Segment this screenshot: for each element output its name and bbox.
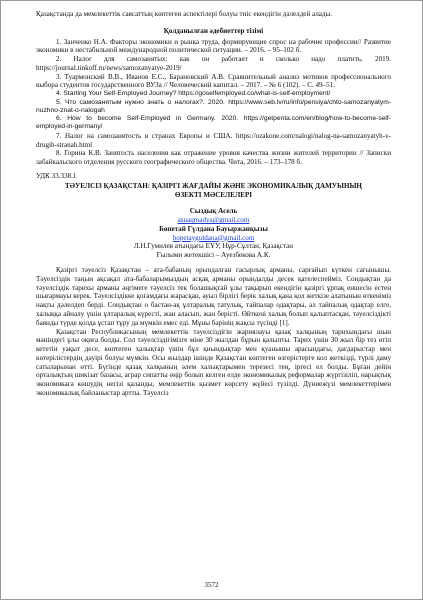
body-paragraph: Қазіргі тәуелсіз Қазақстан – ата-бабаның орындалған ғасырлық арманы, сарғайып күткен сағынышы. Тәуелсіздік таңын ақсақал ата-бабаларымыздың асқақ арманы орындалды десек қателеспейміз. Сондықтан да тәуелсіздік тарихы арманы әңгімеге тәуелсіз тек болашықтай ұлы тақырып екендігін қазіргі ұрпақ еншесін естен шығармауы керек. Тәуелсіздікке қоғамдағы жарасқан, ауыл бірлігі берік халық қана қол жеткізе алатынын өткеніміз нақты дәлелдеп берді. Сондықтан о бастан-ақ ұлтаралық татулық, тайпалар одақтары, ал тайпалық одақтар елге, халыққа айналу үшін ұлтаралық күресті, жан аласып, жан берісті. Өйткені халық болып қалыптасқан, тәуелсіздікті баянды түрде қолда ұстап тұру да мүмкін емес еді. Мұны бәрінің жақсы түсінді [1]. — [36, 266, 391, 327]
reference-item: 1. Занченко Н.А. Факторы экономики и рынка труда, формирующие спрос на рабочие профессии// Развитие экономики в нестабильной международной политической ситуации. – 2016. – 95–102 б. — [36, 37, 391, 55]
article-title: ТӘУЕЛСІЗ ҚАЗАҚСТАН: ҚАЗІРГІ ЖАҒДАЙЫ ЖӘНЕ ЭКОНОМИКАЛЫҚ ДАМУЫНЫҢ ӨЗЕКТІ МӘСЕЛЕЛЕРІ — [65, 181, 362, 199]
page-number: 3572 — [204, 581, 219, 589]
author-name: Сыздық Асель — [189, 207, 238, 216]
references-heading: Қолданылған әдебиеттер тізімі — [163, 26, 264, 35]
page-content — [36, 10, 391, 398]
author-email-link[interactable]: asuaqmadya@gmail.com — [177, 216, 250, 225]
reference-item: 2. Налог для самозанятых: как он работает и сколько надо платить. 2019. https://journal.tinkoff.ru/news/samozanyatye-2019/ — [36, 55, 391, 72]
udk-code: УДК 33.338.1 — [36, 171, 77, 180]
reference-item: 6. How to become Self-Employed in Germany. 2020. https://getpenta.com/en/blog/how-to-become-self-employed-in-germany/ — [36, 115, 391, 131]
reference-item: 4. Starting Your Self-Employed Journey? https://goselfemployed.co/what-is-self-employment/ — [56, 90, 331, 98]
affiliation: Л.Н.Гумилев атындағы ЕҰУ, Нұр-Сұлтан, Қазақстан — [133, 242, 294, 251]
references-list — [36, 38, 391, 167]
reference-item: 5. Что самозанятым нужно знать о налогах?. 2020. https://www.seb.lv/ru/info/pensiya/chto-samozanyatym-nuzhno-znat-o-nalogah — [36, 98, 391, 114]
body-paragraph: Қазақстан Республикасының мемлекеттік тәуелсіздігін жариялауы қазақ халқының тарихындағы шын мәніндегі ұлы оқиға болды. Сол тәуелсіздігімізге міне 30 жылдан бұрын қалыпты. Тарих үшін 30 жыл бір тез өтіп кететін уақыт десе, көптеген халықтар үшін бұл қиындықтар мен қуанышы арасындағы, дағдарыстар мен көтерілістердің дәуірі болуы мүмкін. Осы жылдар ішінде Қазақстан көптеген өзгерістерге кол жеткізді, түрлі даму сатыларынан өтті. Бүгінде қазақ халқының әлем халықтарымен терезесі тең, іргесі ел болды. Бұған дейін орталықтың шикізат базасы, аграр сипатты өңір болып келген елде экономикалық реформалар жүргізіліп, нарықтық экономикаға көшудің негізі қаланды, мемлекеттік қызмет көрсету жүйесі түзілді. Дүниежүзі мемлекеттерімен экономикалық байланыстар артты. Тәуелсіз — [36, 327, 391, 397]
reference-item: 7. Налог на самозанятость в странах Европы и США. https://ozakone.com/nalogi/nalog-na-samozanyatyh-v-drugih-stranah.html — [36, 131, 391, 149]
supervisor: Ғылыми жетекшісі – Ауезбекова А.К. — [156, 251, 271, 260]
author-name: Бөпетай Гүлдана Бауыржанқызы — [159, 224, 268, 233]
reference-item: 8. Горина К.В. Занятость населения как отражение уровня качества жизни жителей территории // Записки забайкальского отделения русского географического общества. Чита, 2016. – 173–178 б. — [36, 149, 391, 167]
intro-paragraph: Қазақстанда да мемлекеттік саясаттың көптеген аспектілері болуы тиіс екендігін дәлелдей алады. — [36, 10, 333, 18]
author-email-link[interactable]: bopetayguldana@gmail.com — [172, 233, 255, 242]
reference-item: 3. Туармонский В.В., Иванов Е.С., Барановский А.В. Сравнительный анализ мотивов профессионального выбора студентов государственного ВУЗа // Человеческий капитал. – 2017. – № 6 (102). – С. 49–51. — [36, 72, 391, 90]
